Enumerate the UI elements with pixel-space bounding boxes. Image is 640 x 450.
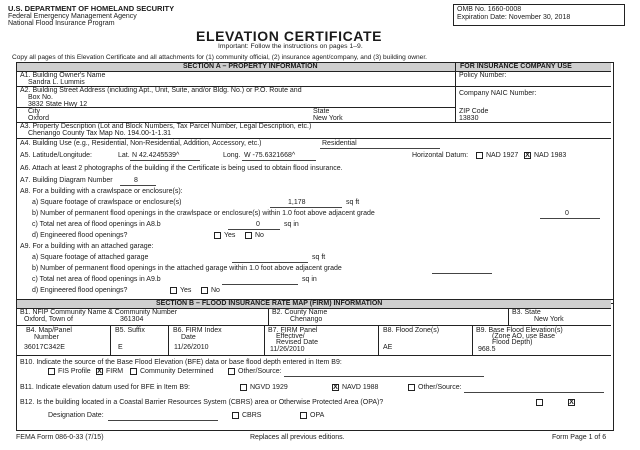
a3-label: A3. Property Description (Lot and Block Numbers, Tax Parcel Number, Legal Description, etc.) xyxy=(20,123,312,130)
policy-number-label: Policy Number: xyxy=(459,72,507,79)
a8d-yes-label: Yes xyxy=(224,232,236,239)
opa-checkbox[interactable] xyxy=(300,412,307,419)
designation-date-label: Designation Date: xyxy=(48,412,104,419)
nad1983-checkbox[interactable]: X xyxy=(525,152,530,159)
fis-profile-label: FIS Profile xyxy=(58,368,91,375)
a9d-label: d) Engineered flood openings? xyxy=(32,287,128,294)
ngvd1929-label: NGVD 1929 xyxy=(250,384,288,391)
a8a-label: a) Square footage of crawlspace or enclosure(s) xyxy=(32,199,182,206)
b6-label-cont: Date xyxy=(181,334,196,341)
agency-name: U.S. DEPARTMENT OF HOMELAND SECURITY xyxy=(8,4,175,13)
a8b-label: b) Number of permanent flood openings in the crawlspace or enclosure(s) within 1.0 foot above adjacent grade xyxy=(32,210,375,217)
a9a-unit: sq ft xyxy=(312,254,326,261)
b7-label: B7. FIRM Panel xyxy=(268,327,318,334)
a1-label: A1. Building Owner's Name xyxy=(20,72,106,79)
b7-label-cont2: Revised Date xyxy=(276,339,319,346)
other-source-b11-label: Other/Source: xyxy=(418,384,462,391)
a8c-unit: sq in xyxy=(284,221,299,228)
cbrs-label: CBRS xyxy=(242,412,262,419)
b9-label-cont: (Zone AO, use Base xyxy=(492,333,556,340)
other-source-b11-checkbox[interactable] xyxy=(408,384,415,391)
b4-value[interactable]: 36017C342E xyxy=(24,344,65,351)
a9d-no-checkbox[interactable] xyxy=(201,287,208,294)
lat-label: Lat. xyxy=(118,152,130,159)
zip-value[interactable]: 13830 xyxy=(459,115,479,122)
a8d-no-checkbox[interactable] xyxy=(245,232,252,239)
other-source-b10-checkbox[interactable] xyxy=(228,368,235,375)
b12-label: B12. Is the building located in a Coastal Barrier Resources System (CBRS) area or Otherwise Protected Area (OPA)? xyxy=(20,399,384,406)
a2-value[interactable]: 3832 State Hwy 12 xyxy=(28,101,88,108)
b3-label: B3. State xyxy=(512,309,541,316)
b2-label: B2. County Name xyxy=(272,309,328,316)
b10-label: B10. Indicate the source of the Base Flood Elevation (BFE) data or base flood depth entered in Item B9: xyxy=(20,359,342,366)
cbrs-checkbox[interactable] xyxy=(232,412,239,419)
state-value[interactable]: New York xyxy=(313,115,343,122)
b2-value[interactable]: Chenango xyxy=(290,316,323,323)
community-determined-label: Community Determined xyxy=(140,368,214,375)
a9d-yes-label: Yes xyxy=(180,287,192,294)
a4-label: A4. Building Use (e.g., Residential, Non-Residential, Addition, Accessory, etc.) xyxy=(20,140,262,147)
a8-label: A8. For a building with a crawlspace or enclosure(s): xyxy=(20,188,183,195)
page-number: Form Page 1 of 6 xyxy=(552,434,607,441)
a8c-label: c) Total net area of flood openings in A8.b xyxy=(32,221,161,228)
form-title: ELEVATION CERTIFICATE xyxy=(196,28,383,44)
navd1988-label: NAVD 1988 xyxy=(342,384,379,391)
b9-label-cont2: Flood Depth) xyxy=(492,339,533,346)
agency-sub: Federal Emergency Management Agency xyxy=(8,13,137,20)
a1-value[interactable]: Sandra L. Lummis xyxy=(28,79,85,86)
a3-value[interactable]: Chenango County Tax Map No. 194.00-1-1.31 xyxy=(28,130,172,137)
b1-label: B1. NFIP Community Name & Community Number xyxy=(20,309,178,316)
a9d-no-label: No xyxy=(211,287,220,294)
b7-label-cont: Effective/ xyxy=(276,333,305,340)
b12-no-checkbox[interactable]: X xyxy=(569,399,574,406)
long-value[interactable]: W -75.6321668^ xyxy=(244,152,296,159)
replaces-note: Replaces all previous editions. xyxy=(250,434,345,441)
b4-label: B4. Map/Panel xyxy=(26,327,72,334)
program-name: National Flood Insurance Program xyxy=(8,20,115,27)
a8d-yes-checkbox[interactable] xyxy=(214,232,221,239)
opa-label: OPA xyxy=(310,412,325,419)
a7-label: A7. Building Diagram Number xyxy=(20,177,113,184)
important-note: Important: Follow the instructions on pages 1–9. xyxy=(218,43,363,50)
a2-label-cont: Box No. xyxy=(28,94,53,101)
expiration-date: Expiration Date: November 30, 2018 xyxy=(457,14,571,21)
zip-label: ZIP Code xyxy=(459,108,489,115)
firm-label: FIRM xyxy=(106,368,124,375)
a9a-label: a) Square footage of attached garage xyxy=(32,254,149,261)
b5-label: B5. Suffix xyxy=(115,327,145,334)
form-id: FEMA Form 086-0-33 (7/15) xyxy=(16,434,104,441)
nad1927-checkbox[interactable] xyxy=(476,152,483,159)
state-label: State xyxy=(313,108,330,115)
long-label: Long. xyxy=(223,152,241,159)
b1-community-name[interactable]: Oxford, Town of xyxy=(24,316,73,323)
fis-profile-checkbox[interactable] xyxy=(48,368,55,375)
b9-label: B9. Base Flood Elevation(s) xyxy=(476,327,563,334)
a8c-value[interactable]: 0 xyxy=(256,221,260,228)
section-b-title: SECTION B – FLOOD INSURANCE RATE MAP (FIRM) INFORMATION xyxy=(156,300,383,307)
b11-label: B11. Indicate elevation datum used for BFE in Item B9: xyxy=(20,384,190,391)
city-value[interactable]: Oxford xyxy=(28,115,50,122)
b6-value[interactable]: 11/26/2010 xyxy=(174,344,209,351)
b5-value[interactable]: E xyxy=(118,344,123,351)
b4-label-cont: Number xyxy=(34,334,59,341)
a8b-value[interactable]: 0 xyxy=(565,210,569,217)
a4-value[interactable]: Residential xyxy=(322,140,357,147)
copy-instructions: Copy all pages of this Elevation Certificate and all attachments for (1) community official, (2) insurance agent/company, and (3) building owner. xyxy=(12,54,428,61)
nad1927-label: NAD 1927 xyxy=(486,152,519,159)
a7-value[interactable]: 8 xyxy=(134,177,138,184)
b3-value[interactable]: New York xyxy=(534,316,564,323)
naic-label: Company NAIC Number: xyxy=(459,90,537,97)
insurance-use-header: FOR INSURANCE COMPANY USE xyxy=(460,63,572,70)
community-determined-checkbox[interactable] xyxy=(130,368,137,375)
b9-value[interactable]: 968.5 xyxy=(478,346,496,353)
a8a-unit: sq ft xyxy=(346,199,360,206)
a8d-label: d) Engineered flood openings? xyxy=(32,232,128,239)
b7-value[interactable]: 11/26/2010 xyxy=(270,346,305,353)
horizontal-datum-label: Horizontal Datum: xyxy=(412,152,469,159)
nad1983-label: NAD 1983 xyxy=(534,152,567,159)
a9-label: A9. For a building with an attached garage: xyxy=(20,243,154,250)
lat-value[interactable]: N 42.4245539^ xyxy=(132,152,180,159)
a5-label: A5. Latitude/Longitude: xyxy=(20,152,93,159)
b12-yes-checkbox[interactable] xyxy=(536,399,543,406)
section-a-title: SECTION A – PROPERTY INFORMATION xyxy=(183,63,318,70)
a9b-label: b) Number of permanent flood openings in the attached garage within 1.0 foot above adjacent grade xyxy=(32,265,342,272)
a8a-value[interactable]: 1,178 xyxy=(288,199,306,206)
city-label: City xyxy=(28,108,41,115)
b6-label: B6. FIRM Index xyxy=(173,327,222,334)
a8d-no-label: No xyxy=(255,232,264,239)
a6-label: A6. Attach at least 2 photographs of the building if the Certificate is being used to obtain flood insurance. xyxy=(20,165,343,172)
ngvd1929-checkbox[interactable] xyxy=(240,384,247,391)
firm-checkbox[interactable]: X xyxy=(97,368,102,375)
b1-community-number[interactable]: 361304 xyxy=(120,316,144,323)
a2-label: A2. Building Street Address (including Apt., Unit, Suite, and/or Bldg. No.) or P.O. Route and xyxy=(20,87,302,94)
omb-number: OMB No. 1660-0008 xyxy=(457,6,522,13)
other-source-b10-label: Other/Source: xyxy=(238,368,282,375)
b8-value[interactable]: AE xyxy=(383,344,393,351)
a9c-label: c) Total net area of flood openings in A9.b xyxy=(32,276,161,283)
a9d-yes-checkbox[interactable] xyxy=(170,287,177,294)
a9c-unit: sq in xyxy=(302,276,317,283)
navd1988-checkbox[interactable]: X xyxy=(333,384,338,391)
b8-label: B8. Flood Zone(s) xyxy=(383,327,440,334)
